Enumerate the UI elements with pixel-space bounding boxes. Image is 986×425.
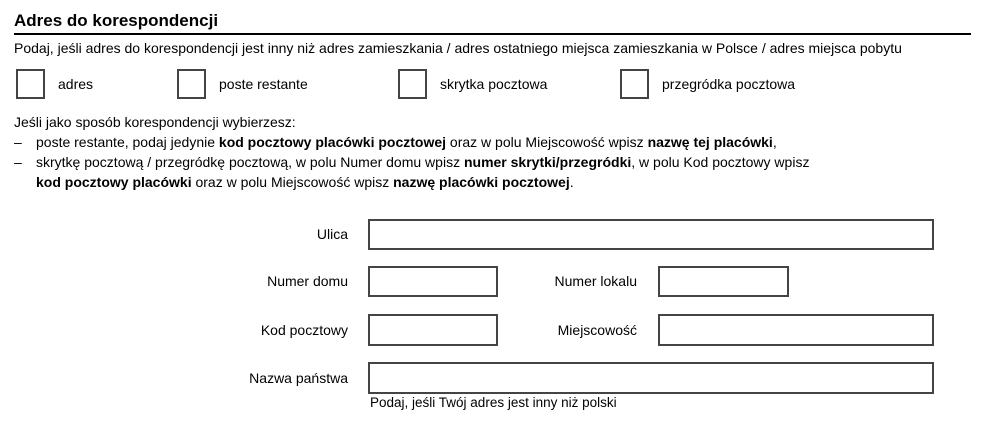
instructions-intro: Jeśli jako sposób korespondencji wybierzesz: bbox=[14, 114, 296, 130]
adres-checkbox-label: adres bbox=[58, 76, 94, 92]
numer-lokalu-input[interactable] bbox=[658, 266, 789, 297]
option-poste-restante bbox=[177, 69, 308, 99]
poste-restante-checkbox[interactable] bbox=[177, 69, 206, 99]
kod-pocztowy-label: Kod pocztowy bbox=[260, 322, 348, 338]
miejscowosc-input[interactable] bbox=[658, 314, 934, 346]
option-skrytka-pocztowa bbox=[398, 69, 547, 99]
przegrodka-pocztowa-checkbox[interactable] bbox=[620, 69, 649, 99]
miejscowosc-label: Miejscowość bbox=[557, 322, 637, 338]
option-przegrodka-pocztowa bbox=[620, 69, 795, 99]
section-title: Adres do korespondencji bbox=[14, 11, 219, 30]
przegrodka-pocztowa-checkbox-label: przegródka pocztowa bbox=[662, 76, 796, 92]
numer-lokalu-label: Numer lokalu bbox=[554, 273, 637, 289]
instruction-bullet: – poste restante, podaj jedynie kod pocztowy placówki pocztowej oraz w polu Miejscowość wpisz nazwę tej placówki, bbox=[14, 134, 777, 150]
instruction-bullet: – skrytkę pocztową / przegródkę pocztową, w polu Numer domu wpisz numer skrytki/przegródki, w polu Kod pocztowy wpisz kod pocztowy placówki oraz w polu Miejscowość wpisz nazwę placówki pocztowej. bbox=[14, 154, 810, 190]
numer-domu-label: Numer domu bbox=[267, 273, 348, 289]
instructions-block bbox=[14, 112, 972, 192]
ulica-input[interactable] bbox=[368, 219, 934, 250]
option-adres bbox=[16, 69, 93, 99]
adres-checkbox[interactable] bbox=[16, 69, 45, 99]
instructions-bullets bbox=[14, 132, 972, 192]
nazwa-panstwa-hint: Podaj, jeśli Twój adres jest inny niż polski bbox=[370, 395, 617, 410]
skrytka-pocztowa-checkbox[interactable] bbox=[398, 69, 427, 99]
ulica-label: Ulica bbox=[316, 226, 348, 242]
nazwa-panstwa-label: Nazwa państwa bbox=[249, 370, 348, 386]
section-subtitle: Podaj, jeśli adres do korespondencji jest inny niż adres zamieszkania / adres ostatniego miejsca zamieszkania w Polsce / adres miejsca pobytu bbox=[14, 40, 902, 56]
title-underline bbox=[14, 33, 971, 35]
skrytka-pocztowa-checkbox-label: skrytka pocztowa bbox=[440, 76, 548, 92]
nazwa-panstwa-input[interactable] bbox=[368, 362, 934, 394]
poste-restante-checkbox-label: poste restante bbox=[219, 76, 308, 92]
